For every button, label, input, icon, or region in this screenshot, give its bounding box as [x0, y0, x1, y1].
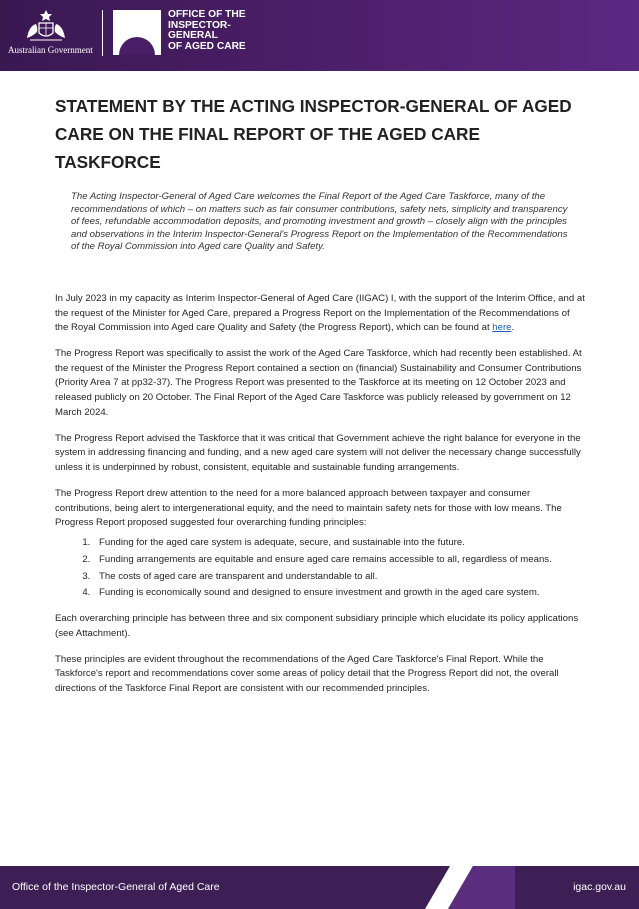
page-footer [0, 866, 639, 909]
igac-logo-icon [113, 10, 161, 55]
paragraph-3: The Progress Report advised the Taskforce that it was critical that Government achieve the right balance for everyone in the system in addressing financing and funding, and a new aged care system will not deliver the necessary change successfully unless it is underpinned by robust, consistent, equitable and sustainable funding arrangements. [55, 432, 581, 473]
footer-website: igac.gov.au [573, 881, 626, 893]
list-item: 3. The costs of aged care are transparent and understandable to all. [93, 570, 585, 585]
header-divider [102, 10, 103, 56]
paragraph-2: The Progress Report was specifically to assist the work of the Aged Care Taskforce, which had recently been established. At the request of the Minister the Progress Report contained a section on (financial) Sustainability and Consumer Contributions (Priority Area 7 at pp32-37). The Progress Report was presented to the Taskforce at its meeting on 12 October 2023 and released publicly on 20 October. The Final Report of the Aged Care Taskforce was publicly released by government on 12 March 2024. [55, 348, 582, 418]
page-header [0, 0, 639, 71]
footer-slash-decoration [395, 866, 515, 909]
agency-name-line: OFFICE OF THE [168, 9, 246, 20]
government-label: Australian Government [8, 45, 93, 55]
paragraph-1-text: In July 2023 in my capacity as Interim Inspector-General of Aged Care (IIGAC) I, with the support of the Interim Office, and at the request of the Minister for Aged Care, prepared a Progress Report on the Implementation of the Recommendations of the Royal Commission into Aged care Quality and Safety (the Progress Report), which can be found at [55, 293, 585, 334]
intro-paragraph: The Acting Inspector-General of Aged Care welcomes the Final Report of the Aged Care Taskforce, many of the recommendations of which – on matters such as fair consumer contributions, safety nets, simplicity and transparency of fees, refundable accommodation deposits, and promoting investment and growth – closely align with the principles and observations in the Interim Inspector-General's Progress Report on the Implementation of the Recommendations of the Royal Commission into Aged care Quality and Safety. [71, 191, 568, 253]
paragraph-1-end: . [511, 322, 515, 334]
list-item: 4. Funding is economically sound and designed to ensure investment and growth in the aged care system. [93, 586, 585, 601]
document-body [55, 292, 585, 708]
paragraph-1 [55, 292, 585, 336]
document-title: STATEMENT BY THE ACTING INSPECTOR-GENERAL OF AGED CARE ON THE FINAL REPORT OF THE AGED CARE TASKFORCE [55, 96, 572, 172]
list-item: 2. Funding arrangements are equitable and ensure aged care remains accessible to all, regardless of means. [93, 553, 585, 568]
progress-report-link[interactable]: here [492, 322, 512, 334]
paragraph-5: Each overarching principle has between three and six component subsidiary principle which elucidate its policy applications (see Attachment). [55, 613, 579, 639]
agency-name-line: INSPECTOR- [168, 19, 231, 31]
agency-name-line: OF AGED CARE [168, 40, 246, 52]
agency-name [168, 10, 246, 52]
list-item: 1. Funding for the aged care system is adequate, secure, and sustainable into the future. [93, 536, 585, 551]
paragraph-6: These principles are evident throughout the recommendations of the Aged Care Taskforce's Final Report. While the Taskforce's report and recommendations cover some areas of policy detail that the Progress Report did not, the overall directions of the Taskforce Final Report are consistent with our recommended principles. [55, 653, 559, 695]
coat-of-arms-icon [22, 8, 70, 42]
funding-principles-list [55, 536, 585, 600]
agency-name-line: GENERAL [168, 30, 218, 41]
paragraph-4: The Progress Report drew attention to the need for a more balanced approach between taxpayer and consumer contributions, being alert to intergenerational equity, and the need to maintain safety nets for those with low means. The Progress Report proposed suggested four overarching funding principles: [55, 488, 562, 529]
footer-office-name: Office of the Inspector-General of Aged Care [12, 881, 220, 893]
